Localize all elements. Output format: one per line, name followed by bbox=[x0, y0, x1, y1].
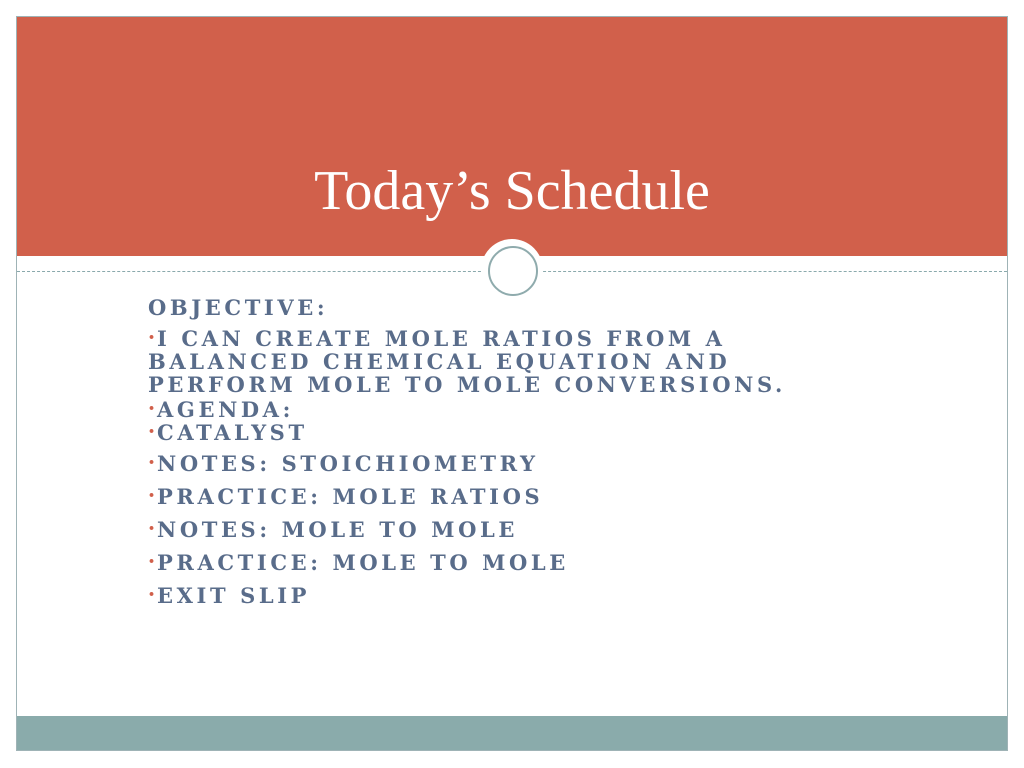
bullet-dot-icon: • bbox=[148, 588, 156, 601]
agenda-item: •NOTES: STOICHIOMETRY bbox=[148, 451, 539, 476]
bullet-dot-icon: • bbox=[148, 456, 156, 469]
agenda-item: •NOTES: MOLE TO MOLE bbox=[148, 517, 518, 542]
objective-line: PERFORM MOLE TO MOLE CONVERSIONS. bbox=[148, 372, 786, 397]
agenda-item: •EXIT SLIP bbox=[148, 583, 311, 608]
bullet-dot-icon: • bbox=[148, 555, 156, 568]
bullet-dot-icon: • bbox=[148, 489, 156, 502]
agenda-item: •PRACTICE: MOLE TO MOLE bbox=[148, 550, 569, 575]
agenda-heading: •AGENDA: bbox=[148, 397, 294, 422]
slide-body bbox=[148, 296, 848, 612]
title-band bbox=[17, 17, 1007, 256]
agenda-item: •CATALYST bbox=[148, 420, 308, 445]
bullet-dot-icon: • bbox=[148, 331, 156, 344]
agenda-item: •PRACTICE: MOLE RATIOS bbox=[148, 484, 544, 509]
slide-title: Today’s Schedule bbox=[314, 160, 710, 222]
bullet-dot-icon: • bbox=[148, 522, 156, 535]
bullet-dot-icon: • bbox=[148, 402, 156, 415]
objective-line: •I CAN CREATE MOLE RATIOS FROM A bbox=[148, 326, 726, 351]
objective-line: BALANCED CHEMICAL EQUATION AND bbox=[148, 349, 731, 374]
objective-heading: OBJECTIVE: bbox=[148, 295, 329, 320]
bullet-dot-icon: • bbox=[148, 425, 156, 438]
footer-band bbox=[17, 716, 1007, 750]
circle-ring-inner-icon bbox=[488, 246, 538, 296]
